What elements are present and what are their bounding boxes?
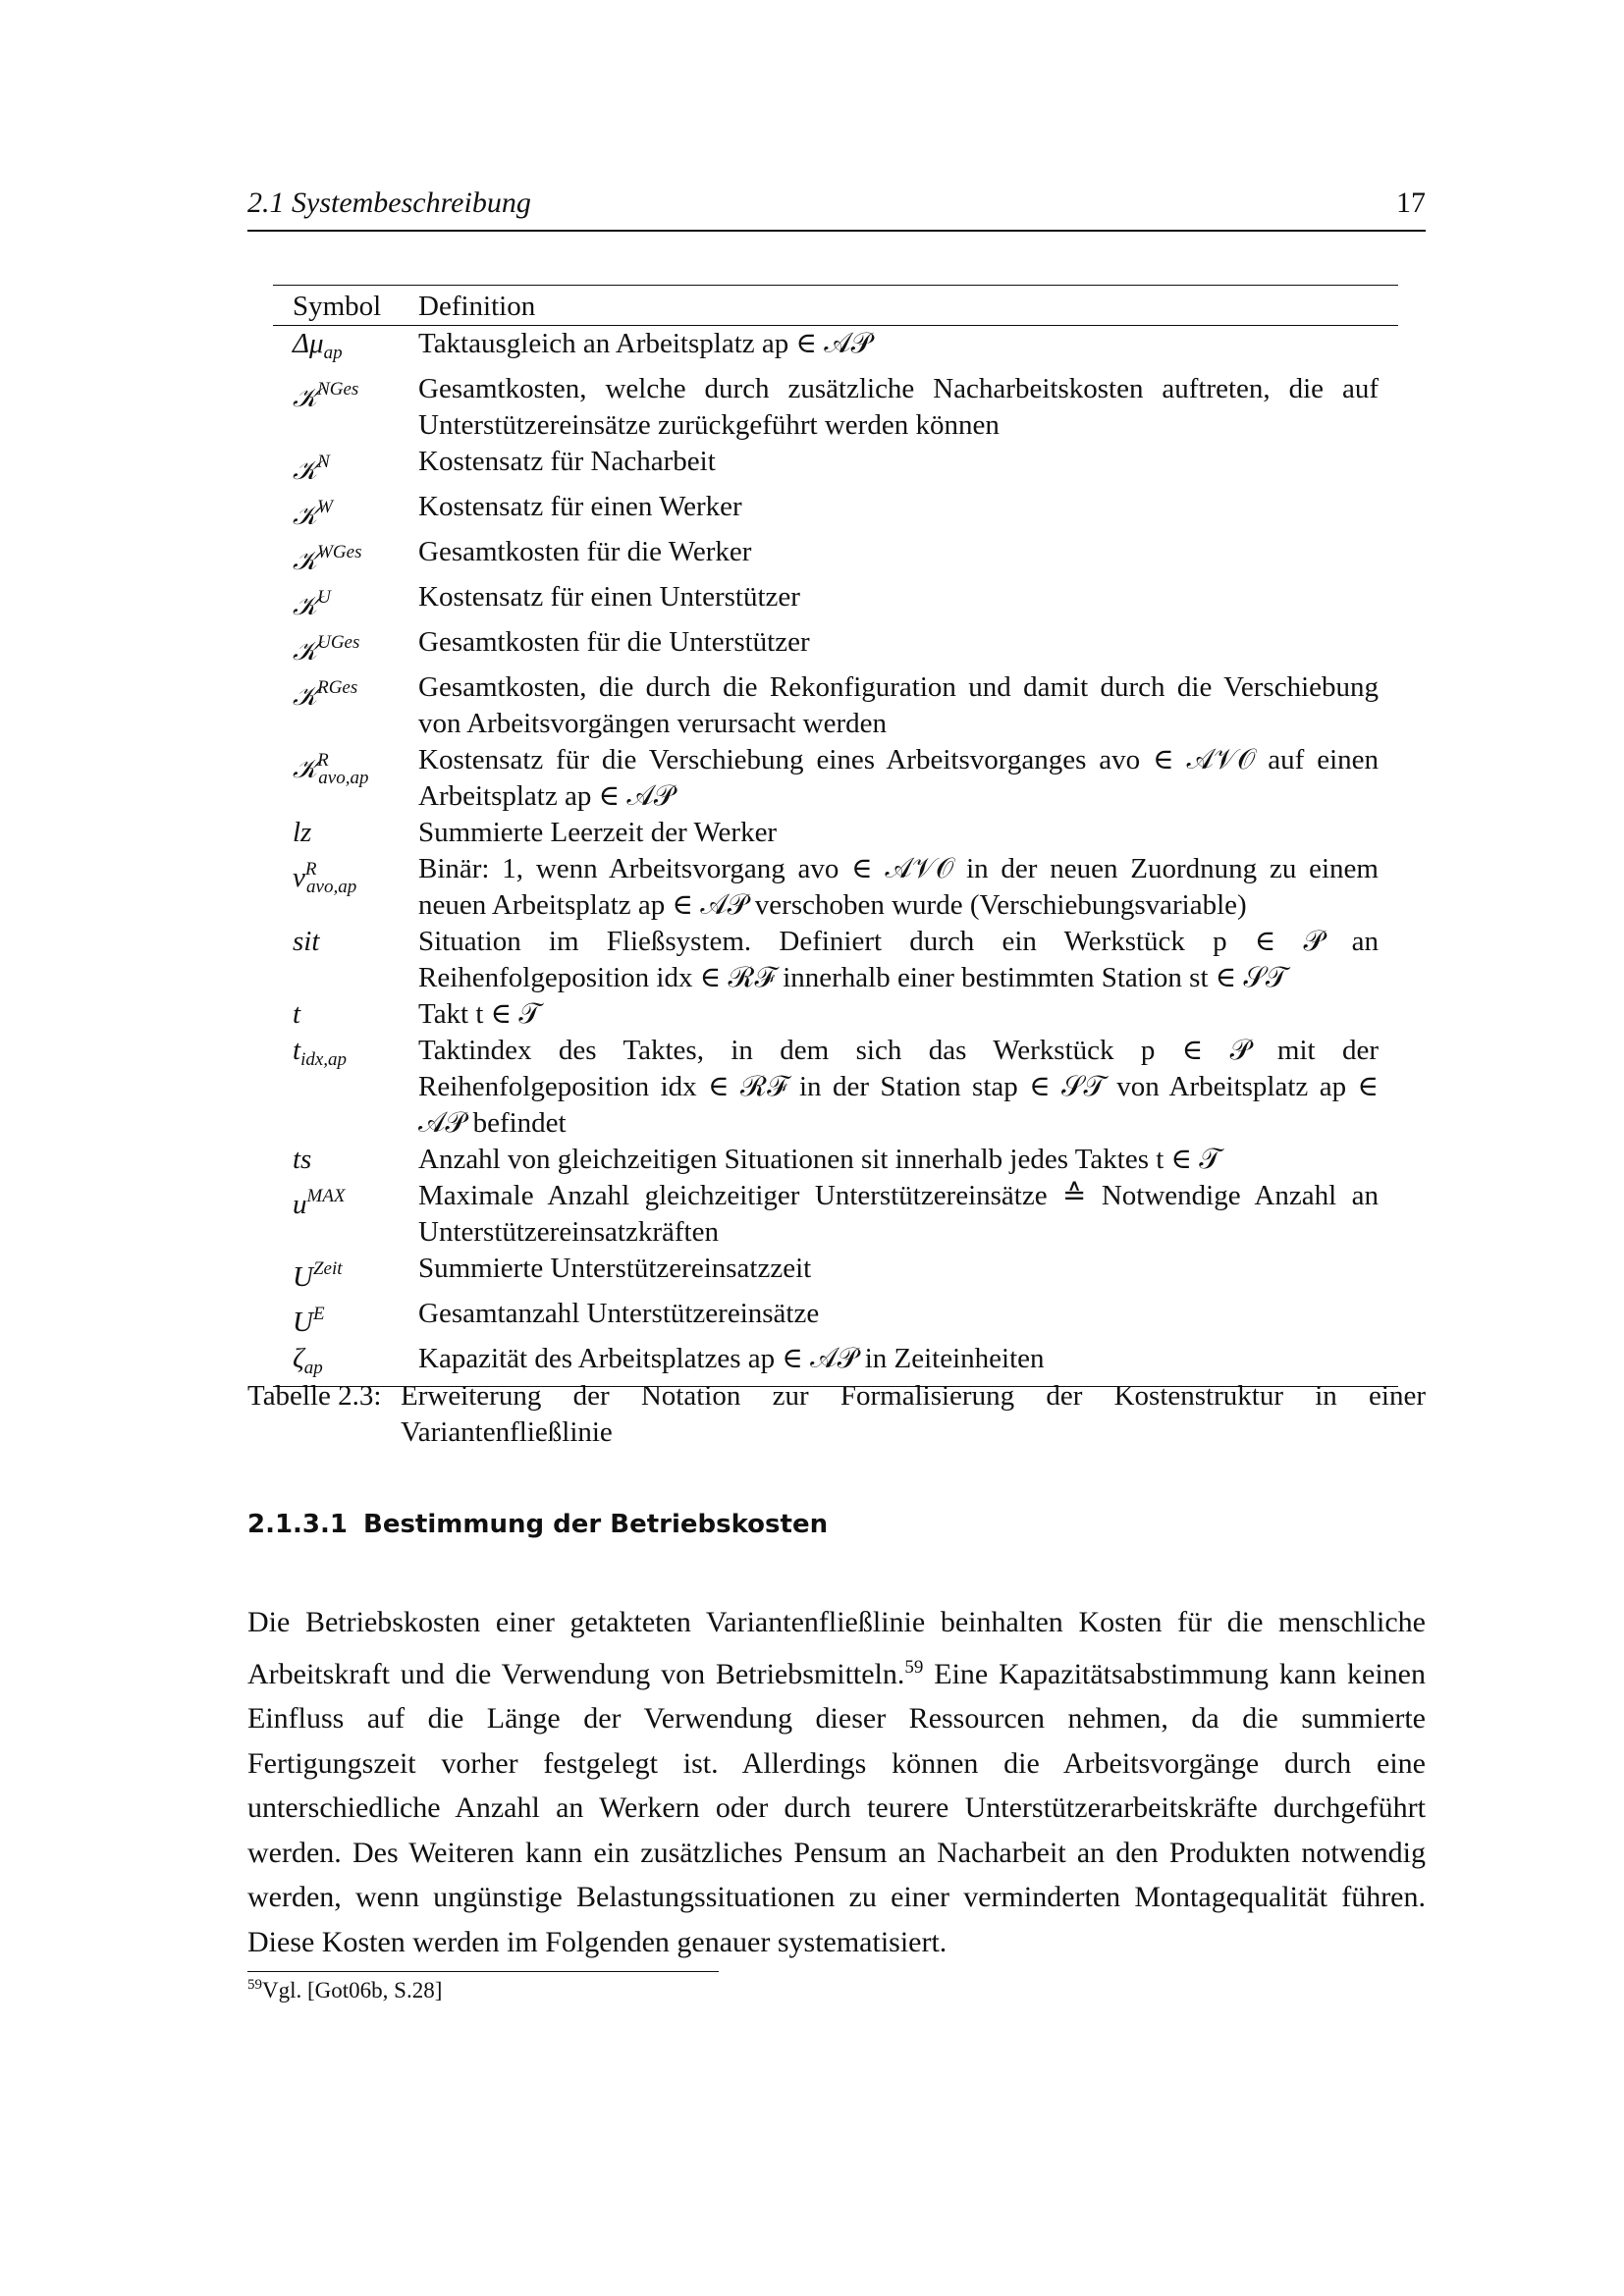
symbol-subscript: ap — [303, 1358, 323, 1378]
table-row — [273, 1251, 1398, 1296]
table-row — [273, 326, 1398, 371]
definition-cell: Kostensatz für einen Werker — [418, 491, 742, 522]
body-part2: Eine Kapazitätsabstimmung kann keinen Einfluss auf die Länge der Verwendung dieser Ressourcen nehmen, da die summierte Fertigungszeit vorher festgelegt ist. Allerdings können die Arbeitsvorgänge durch eine unterschiedliche Anzahl an Werkern oder durch teurere Unterstützerarbeitskräfte durchgeführt werden. Des Weiteren kann ein zusätzliches Pensum an Nacharbeit an den Produkten notwendig werden, wenn ungünstige Belastungssituationen zu einer verminderten Montagequalität führen. Diese Kosten werden im Folgenden genauer systematisiert. — [247, 1657, 1426, 1958]
symbol-base: 𝒦 — [293, 681, 318, 712]
definition-cell: Taktausgleich an Arbeitsplatz ap ∈ 𝒜𝒫 — [418, 328, 872, 359]
caption-label: Tabelle 2.3: — [247, 1380, 382, 1412]
symbol-subscript: avo,ap — [318, 768, 369, 788]
symbol-cell — [273, 669, 418, 742]
column-header-symbol: Symbol — [293, 290, 382, 322]
table-row — [273, 851, 1398, 924]
definition-cell: Gesamtkosten, die durch die Rekonfiguration und damit durch die Verschiebung von Arbeitsvorgängen verursacht werden — [418, 671, 1379, 739]
table-row — [273, 1033, 1398, 1142]
table-row — [273, 624, 1398, 669]
definition-cell: Kapazität des Arbeitsplatzes ap ∈ 𝒜𝒫 in Zeiteinheiten — [418, 1343, 1045, 1374]
symbol-base: U — [293, 1307, 313, 1338]
symbol-cell — [273, 489, 418, 534]
symbol-superscript: RGes — [317, 677, 358, 698]
table-row — [273, 1178, 1398, 1251]
symbol-base: u — [293, 1189, 307, 1220]
table-row — [273, 489, 1398, 534]
caption-text: Erweiterung der Notation zur Formalisierung der Kostenstruktur in einer Variantenfließlinie — [401, 1380, 1426, 1448]
symbol-base: 𝒦 — [293, 591, 318, 621]
definition-cell: Kostensatz für die Verschiebung eines Arbeitsvorganges avo ∈ 𝒜𝒱𝒪 auf einen Arbeitsplatz ap ∈ 𝒜𝒫 — [418, 744, 1379, 812]
symbol-subscript: idx,ap — [300, 1049, 348, 1070]
definition-cell: Gesamtkosten für die Unterstützer — [418, 626, 810, 658]
symbol-base: 𝒦 — [293, 636, 318, 667]
symbol-base: Δμ — [293, 328, 324, 359]
definition-cell: Maximale Anzahl gleichzeitiger Unterstützereinsätze ≙ Notwendige Anzahl an Unterstützereinsatzkräften — [418, 1180, 1379, 1248]
symbol-base: t — [293, 998, 301, 1030]
subsection-title: Bestimmung der Betriebskosten — [363, 1510, 829, 1539]
table-row — [273, 371, 1398, 444]
symbol-cell — [273, 1033, 418, 1142]
table-row — [273, 1142, 1398, 1178]
footnote-number: 59 — [247, 1977, 262, 1993]
symbol-subscript: ap — [323, 343, 343, 363]
running-header — [247, 187, 1426, 232]
symbol-superscript: R — [317, 750, 329, 771]
symbol-superscript: Zeit — [312, 1258, 343, 1279]
symbol-cell — [273, 579, 418, 624]
symbol-cell — [273, 1296, 418, 1341]
symbol-cell — [273, 1178, 418, 1251]
table-row — [273, 996, 1398, 1033]
symbol-base: sit — [293, 926, 320, 957]
footnote-reference: 59 — [904, 1656, 924, 1678]
table-header-row — [273, 286, 1398, 326]
symbol-base: U — [293, 1261, 313, 1293]
symbol-base: v — [293, 862, 305, 893]
notation-table — [273, 285, 1398, 1387]
page-number: 17 — [1396, 187, 1426, 219]
symbol-base: 𝒦 — [293, 546, 318, 576]
definition-cell: Kostensatz für Nacharbeit — [418, 446, 716, 477]
subsection-heading — [247, 1510, 828, 1539]
table-row — [273, 815, 1398, 851]
definition-cell: Takt t ∈ 𝒯 — [418, 998, 541, 1030]
symbol-cell — [273, 624, 418, 669]
symbol-base: 𝒦 — [293, 455, 318, 486]
symbol-superscript: WGes — [317, 542, 362, 562]
symbol-base: ζ — [293, 1343, 304, 1374]
subsection-number: 2.1.3.1 — [247, 1510, 348, 1539]
symbol-base: t — [293, 1035, 301, 1066]
table-row — [273, 1296, 1398, 1341]
symbol-base: 𝒦 — [293, 383, 318, 413]
symbol-base: 𝒦 — [293, 754, 318, 784]
definition-cell: Gesamtanzahl Unterstützereinsätze — [418, 1298, 820, 1329]
table-body — [273, 326, 1398, 1386]
definition-cell: Gesamtkosten für die Werker — [418, 536, 752, 567]
table-row — [273, 742, 1398, 815]
table-row — [273, 444, 1398, 489]
symbol-superscript: MAX — [306, 1186, 346, 1206]
symbol-base: ts — [293, 1144, 312, 1175]
symbol-cell — [273, 815, 418, 851]
definition-cell: Summierte Leerzeit der Werker — [418, 817, 778, 848]
symbol-cell — [273, 444, 418, 489]
definition-cell: Situation im Fließsystem. Definiert durch ein Werkstück p ∈ 𝒫 an Reihenfolgeposition idx ∈ ℛℱ innerhalb einer bestimmten Station st ∈ 𝒮𝒯 — [418, 926, 1379, 993]
symbol-superscript: U — [317, 587, 331, 608]
definition-cell: Taktindex des Taktes, in dem sich das Werkstück p ∈ 𝒫 mit der Reihenfolgeposition idx ∈ ℛℱ in der Station stap ∈ 𝒮𝒯 von Arbeitsplatz ap ∈ 𝒜𝒫 befindet — [418, 1035, 1379, 1139]
column-header-definition: Definition — [418, 290, 536, 322]
symbol-cell — [273, 371, 418, 444]
symbol-superscript: NGes — [317, 379, 359, 400]
body-paragraph — [247, 1600, 1426, 1964]
table-row — [273, 534, 1398, 579]
symbol-cell — [273, 534, 418, 579]
table-row — [273, 669, 1398, 742]
table-row — [273, 579, 1398, 624]
symbol-superscript: W — [317, 497, 333, 517]
symbol-cell — [273, 1251, 418, 1296]
symbol-subscript: avo,ap — [306, 877, 357, 897]
symbol-superscript: R — [304, 859, 317, 880]
definition-cell: Kostensatz für einen Unterstützer — [418, 581, 800, 613]
symbol-cell — [273, 742, 418, 815]
definition-cell: Binär: 1, wenn Arbeitsvorgang avo ∈ 𝒜𝒱𝒪 in der neuen Zuordnung zu einem neuen Arbeitsplatz ap ∈ 𝒜𝒫 verschoben wurde (Verschiebungsvariable) — [418, 853, 1379, 921]
footnote-text: Vgl. [Got06b, S.28] — [262, 1978, 443, 2002]
symbol-superscript: N — [317, 452, 330, 472]
symbol-base: lz — [293, 817, 312, 848]
section-title: 2.1 Systembeschreibung — [247, 187, 531, 219]
symbol-cell — [273, 851, 418, 924]
definition-cell: Gesamtkosten, welche durch zusätzliche Nacharbeitskosten auftreten, die auf Unterstützereinsätze zurückgeführt werden können — [418, 373, 1379, 441]
symbol-base: 𝒦 — [293, 501, 318, 531]
symbol-cell — [273, 1142, 418, 1178]
definition-cell: Summierte Unterstützereinsatzzeit — [418, 1253, 812, 1284]
footnote-rule — [247, 1971, 719, 1972]
definition-cell: Anzahl von gleichzeitigen Situationen sit innerhalb jedes Taktes t ∈ 𝒯 — [418, 1144, 1221, 1175]
body-part1: Die Betriebskosten einer getakteten Variantenfließlinie beinhalten Kosten für die menschliche Arbeitskraft und die Verwendung von Betriebsmitteln. — [247, 1606, 1426, 1690]
symbol-cell — [273, 996, 418, 1033]
symbol-superscript: E — [312, 1304, 325, 1324]
footnote — [247, 1977, 442, 2003]
symbol-superscript: UGes — [317, 632, 360, 653]
symbol-cell — [273, 326, 418, 371]
table-row — [273, 924, 1398, 996]
table-caption — [247, 1378, 1426, 1451]
symbol-cell — [273, 924, 418, 996]
